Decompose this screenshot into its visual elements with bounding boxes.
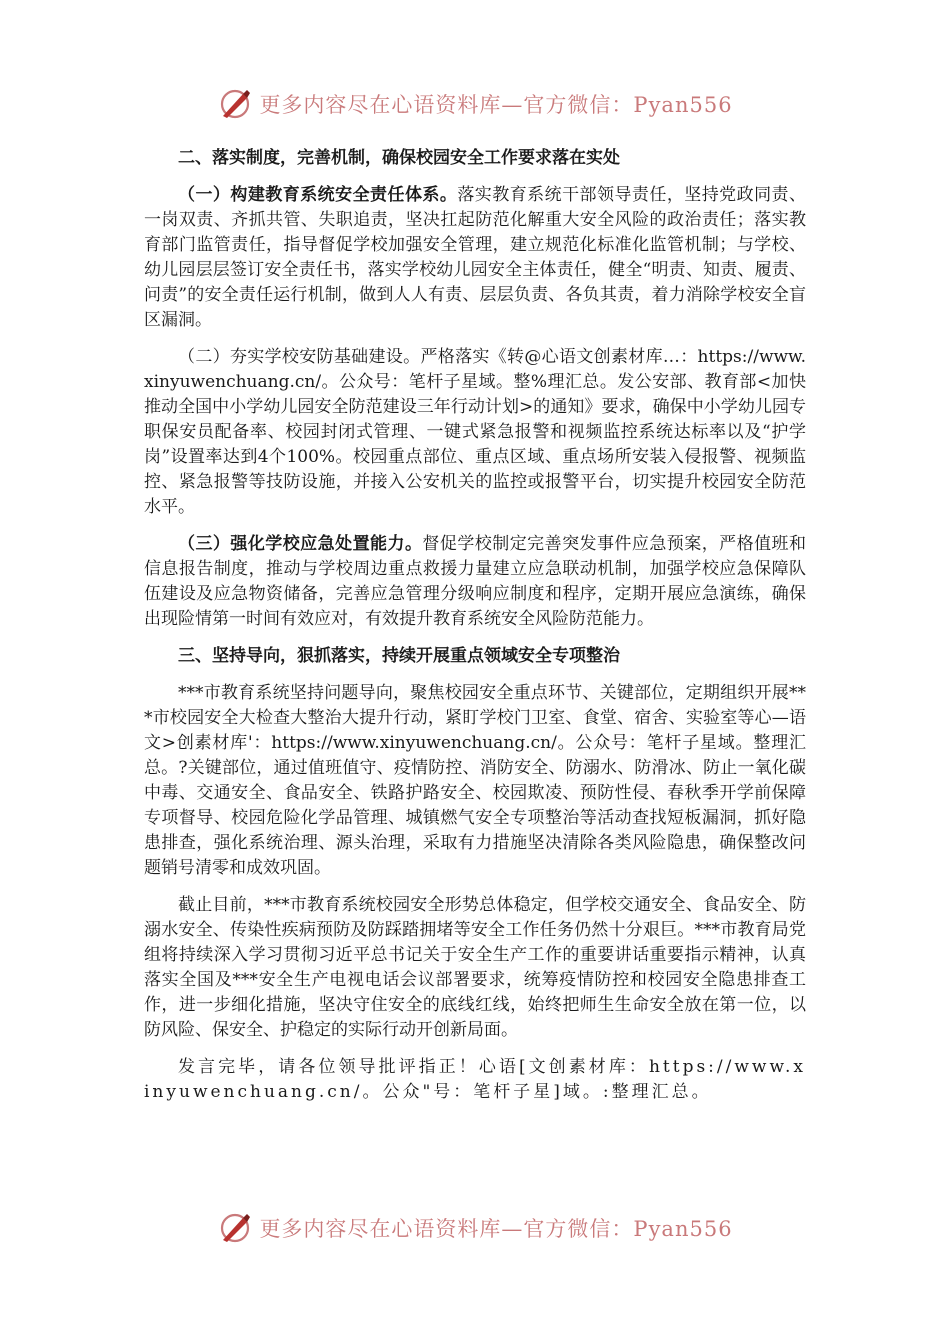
header-watermark-banner bbox=[0, 82, 950, 126]
section-heading-2: 二、落实制度，完善机制，确保校园安全工作要求落在实处 bbox=[178, 148, 620, 168]
paragraph-emergency-response bbox=[144, 532, 806, 632]
document-body bbox=[144, 146, 806, 1117]
paragraph-special-rectification: ***市教育系统坚持问题导向，聚焦校园安全重点环节、关键部位，定期组织开展***市校园安全大检查大整治大提升行动，紧盯学校门卫室、食堂、宿舍、实验室等心—语文>创素材库'：https://www.xinyuwenchuang.cn/。公众号：笔杆子星域。整理汇总。?关键部位，通过值班值守、疫情防控、消防安全、防溺水、防滑冰、防止一氧化碳中毒、交通安全、食品安全、铁路护路安全、校园欺凌、预防性侵、春秋季开学前保障专项督导、校园危险化学品管理、城镇燃气安全专项整治等活动查找短板漏洞，抓好隐患排查，强化系统治理、源头治理，采取有力措施坚决清除各类风险隐患，确保整改问题销号清零和成效巩固。 bbox=[144, 683, 806, 878]
pen-logo-icon bbox=[217, 86, 253, 122]
paragraph-body: 落实教育系统干部领导责任，坚持党政同责、一岗双责、齐抓共管、失职追责，坚决扛起防范化解重大安全风险的政治责任；落实教育部门监管责任，指导督促学校加强安全管理，建立规范化标准化监管机制；与学校、幼儿园层层签订安全责任书，落实学校幼儿园安全主体责任，健全“明责、知责、履责、问责”的安全责任运行机制，做到人人有责、层层负责、各负其责，着力消除学校安全盲区漏洞。 bbox=[144, 185, 807, 330]
paragraph-body: 督促学校制定完善突发事件应急预案，严格值班和信息报告制度，推动与学校周边重点救援力量建立应急联动机制，加强学校应急保障队伍建设及应急物资储备，完善应急管理分级响应制度和程序，定期开展应急演练，确保出现险情第一时间有效应对，有效提升教育系统安全风险防范能力。 bbox=[144, 534, 807, 629]
paragraph-closing: 发言完毕，请各位领导批评指正！心语[文创素材库：https://www.xinyuwenchuang.cn/。公众"号：笔杆子星]域。:整理汇总。 bbox=[144, 1057, 806, 1102]
section-heading-3: 三、坚持导向，狠抓落实，持续开展重点领域安全专项整治 bbox=[178, 646, 620, 666]
paragraph-lead: （一）构建教育系统安全责任体系。 bbox=[178, 185, 458, 205]
paragraph-current-status: 截止目前，***市教育系统校园安全形势总体稳定，但学校交通安全、食品安全、防溺水安全、传染性疾病预防及防踩踏拥堵等安全工作任务仍然十分艰巨。***市教育局党组将持续深入学习贯彻习近平总书记关于安全生产工作的重要讲话重要指示精神，认真落实全国及***安全生产电视电话会议部署要求，统筹疫情防控和校园安全隐患排查工作，进一步细化措施，坚决守住安全的底线红线，始终把师生生命安全放在第一位，以防风险、保安全、护稳定的实际行动开创新局面。 bbox=[144, 895, 806, 1040]
paragraph-lead: （三）强化学校应急处置能力。 bbox=[178, 534, 423, 554]
paragraph-security-infrastructure: （二）夯实学校安防基础建设。严格落实《转@心语文创素材库…：https://www.xinyuwenchuang.cn/。公众号：笔杆子星域。整%理汇总。发公安部、教育部<加快推动全国中小学幼儿园安全防范建设三年行动计划>的通知》要求，确保中小学幼儿园专职保安员配备率、校园封闭式管理、一键式紧急报警和视频监控系统达标率以及“护学岗”设置率达到4个100%。校园重点部位、重点区域、重点场所安装入侵报警、视频监控、紧急报警等技防设施，并接入公安机关的监控或报警平台，切实提升校园安全防范水平。 bbox=[144, 347, 806, 517]
paragraph-responsibility-system bbox=[144, 183, 806, 333]
banner-text: 更多内容尽在心语资料库—官方微信：Pyan556 bbox=[259, 93, 733, 117]
banner-text: 更多内容尽在心语资料库—官方微信：Pyan556 bbox=[259, 1217, 733, 1241]
footer-watermark-banner bbox=[0, 1206, 950, 1250]
pen-logo-icon bbox=[217, 1210, 253, 1246]
